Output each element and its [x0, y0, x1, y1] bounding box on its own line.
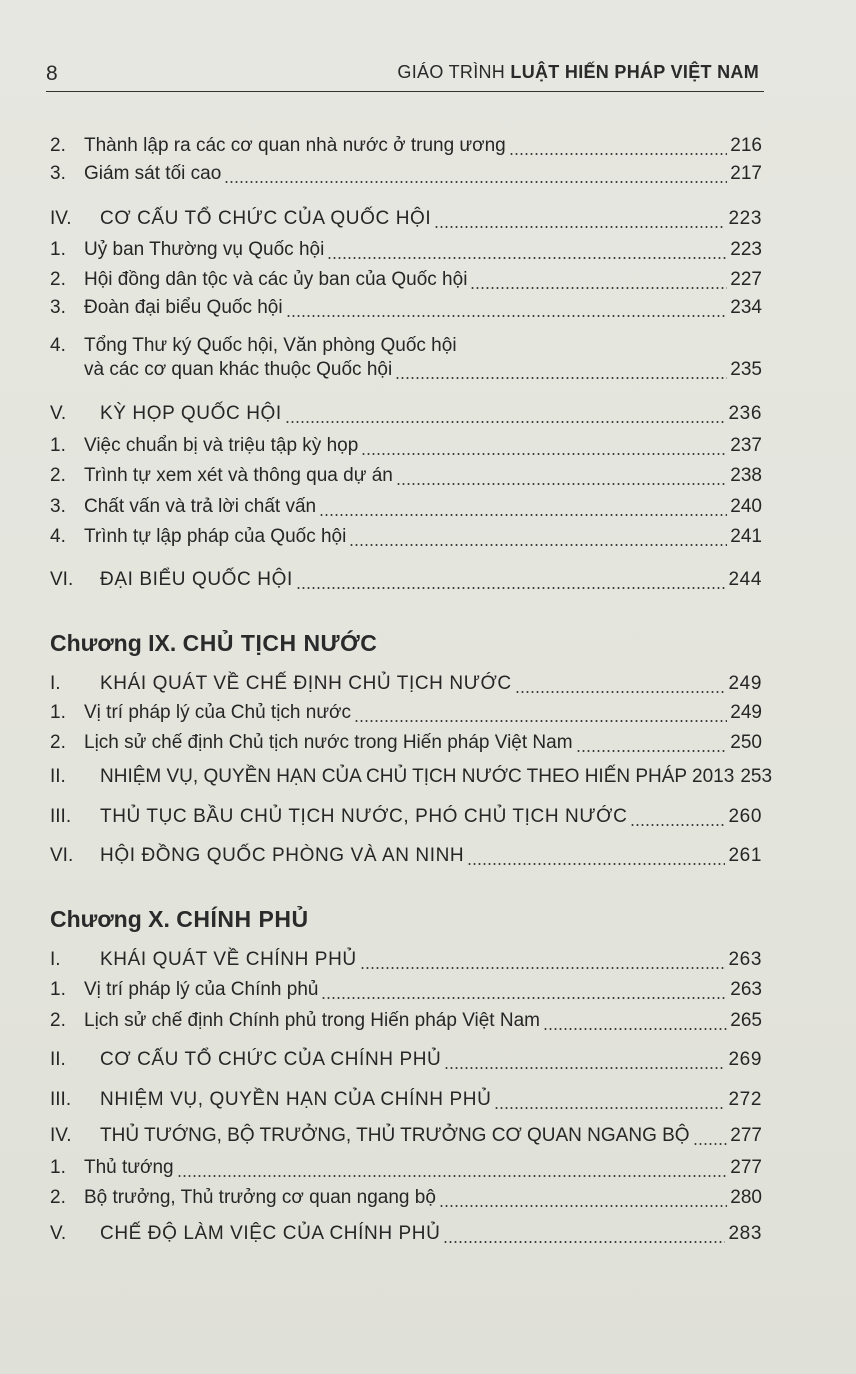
toc-page-number: 240 — [730, 496, 762, 517]
toc-page-number: 260 — [728, 806, 762, 827]
toc-page-number: 249 — [730, 702, 762, 723]
dot-leader — [177, 1164, 728, 1178]
running-header-title: LUẬT HIẾN PHÁP VIỆT NAM — [510, 62, 759, 82]
dot-leader — [434, 215, 725, 229]
dot-leader — [319, 503, 727, 517]
toc-page-number: 235 — [730, 359, 762, 380]
dot-leader — [396, 472, 727, 486]
dot-leader — [224, 170, 727, 184]
toc-page-number: 216 — [730, 135, 762, 156]
toc-page-number: 272 — [728, 1089, 762, 1110]
toc-entry: 2. Lịch sử chế định Chủ tịch nước trong Hiến pháp Việt Nam 250 — [50, 732, 762, 753]
toc-entry: 4. Trình tự lập pháp của Quốc hội 241 — [50, 526, 762, 547]
toc-page-number: 265 — [730, 1010, 762, 1031]
toc-page-number: 223 — [730, 239, 762, 260]
toc-section: III. NHIỆM VỤ, QUYỀN HẠN CỦA CHÍNH PHỦ 272 — [50, 1089, 762, 1110]
dot-leader — [630, 813, 725, 827]
toc-entry: 3. Giám sát tối cao 217 — [50, 163, 762, 184]
toc-entry: 2. Hội đồng dân tộc và các ủy ban của Quốc hội 227 — [50, 269, 762, 290]
toc-entry: 1. Việc chuẩn bị và triệu tập kỳ họp 237 — [50, 435, 762, 456]
toc-page-number: 253 — [740, 766, 773, 787]
header-rule — [46, 91, 764, 92]
toc-entry: 2. Bộ trưởng, Thủ trưởng cơ quan ngang bộ 280 — [50, 1187, 762, 1208]
toc-section: V. CHẾ ĐỘ LÀM VIỆC CỦA CHÍNH PHỦ 283 — [50, 1223, 762, 1244]
running-header — [397, 62, 759, 83]
toc-entry: 3. Đoàn đại biểu Quốc hội 234 — [50, 297, 762, 318]
toc-page-number: 244 — [728, 569, 762, 590]
toc-section: IV. CƠ CẤU TỔ CHỨC CỦA QUỐC HỘI 223 — [50, 208, 762, 229]
dot-leader — [285, 410, 726, 424]
toc-entry: 1. Vị trí pháp lý của Chính phủ 263 — [50, 979, 762, 1000]
dot-leader — [444, 1056, 725, 1070]
toc-page-number: 236 — [728, 403, 762, 424]
dot-leader — [443, 1230, 725, 1244]
toc-page-number: 223 — [728, 208, 762, 229]
toc-page-number: 238 — [730, 465, 762, 486]
toc-section: I. KHÁI QUÁT VỀ CHẾ ĐỊNH CHỦ TỊCH NƯỚC 249 — [50, 673, 762, 694]
dot-leader — [395, 366, 727, 380]
dot-leader — [361, 442, 727, 456]
toc-entry: 1. Thủ tướng 277 — [50, 1157, 762, 1178]
toc-page-number: 280 — [730, 1187, 762, 1208]
toc-page-number: 249 — [728, 673, 762, 694]
dot-leader — [286, 304, 728, 318]
chapter-heading: Chương X. CHÍNH PHỦ — [50, 906, 309, 932]
toc-entry: 1. Uỷ ban Thường vụ Quốc hội 223 — [50, 239, 762, 260]
toc-page-number: 237 — [730, 435, 762, 456]
toc-page-number: 263 — [730, 979, 762, 1000]
dot-leader — [470, 276, 727, 290]
toc-entry: 3. Chất vấn và trả lời chất vấn 240 — [50, 496, 762, 517]
running-header-prefix: GIÁO TRÌNH — [397, 62, 511, 82]
dot-leader — [693, 1132, 728, 1146]
toc-section: II. NHIỆM VỤ, QUYỀN HẠN CỦA CHỦ TỊCH NƯỚC THEO HIẾN PHÁP 2013 253 — [50, 766, 773, 787]
toc-section: IV. THỦ TƯỚNG, BỘ TRƯỞNG, THỦ TRƯỞNG CƠ QUAN NGANG BỘ 277 — [50, 1125, 762, 1146]
toc-entry: 2. Trình tự xem xét và thông qua dự án 238 — [50, 465, 762, 486]
toc-page-number: 217 — [730, 163, 762, 184]
toc-section: II. CƠ CẤU TỔ CHỨC CỦA CHÍNH PHỦ 269 — [50, 1049, 762, 1070]
dot-leader — [296, 576, 726, 590]
toc-page-number: 234 — [730, 297, 762, 318]
dot-leader — [321, 986, 727, 1000]
dot-leader — [543, 1017, 727, 1031]
dot-leader — [327, 246, 727, 260]
toc-entry: 2. Lịch sử chế định Chính phủ trong Hiến pháp Việt Nam 265 — [50, 1010, 762, 1031]
toc-page-number: 283 — [728, 1223, 762, 1244]
toc-page-number: 277 — [730, 1157, 762, 1178]
dot-leader — [354, 709, 727, 723]
toc-page-number: 263 — [728, 949, 762, 970]
dot-leader — [467, 852, 725, 866]
toc-page-number: 227 — [730, 269, 762, 290]
toc-section: VI. ĐẠI BIỂU QUỐC HỘI 244 — [50, 569, 762, 590]
toc-page-number: 277 — [730, 1125, 762, 1146]
toc-page-number: 250 — [730, 732, 762, 753]
dot-leader — [360, 956, 726, 970]
toc-page-number: 261 — [728, 845, 762, 866]
dot-leader — [439, 1194, 727, 1208]
dot-leader — [515, 680, 726, 694]
toc-entry: 1. Vị trí pháp lý của Chủ tịch nước 249 — [50, 702, 762, 723]
dot-leader — [509, 142, 728, 156]
toc-page-number: 269 — [728, 1049, 762, 1070]
toc-section: III. THỦ TỤC BẦU CHỦ TỊCH NƯỚC, PHÓ CHỦ TỊCH NƯỚC 260 — [50, 806, 762, 827]
chapter-heading: Chương IX. CHỦ TỊCH NƯỚC — [50, 630, 378, 656]
dot-leader — [576, 739, 728, 753]
toc-section: I. KHÁI QUÁT VỀ CHÍNH PHỦ 263 — [50, 949, 762, 970]
toc-section: VI. HỘI ĐỒNG QUỐC PHÒNG VÀ AN NINH 261 — [50, 845, 762, 866]
toc-entry: 2. Thành lập ra các cơ quan nhà nước ở trung ương 216 — [50, 135, 762, 156]
toc-entry: 4. Tổng Thư ký Quốc hội, Văn phòng Quốc hội và các cơ quan khác thuộc Quốc hội 235 — [50, 335, 762, 380]
dot-leader — [494, 1096, 725, 1110]
dot-leader — [349, 533, 727, 547]
toc-page-number: 241 — [730, 526, 762, 547]
toc-section: V. KỲ HỌP QUỐC HỘI 236 — [50, 403, 762, 424]
page-number: 8 — [46, 62, 58, 85]
